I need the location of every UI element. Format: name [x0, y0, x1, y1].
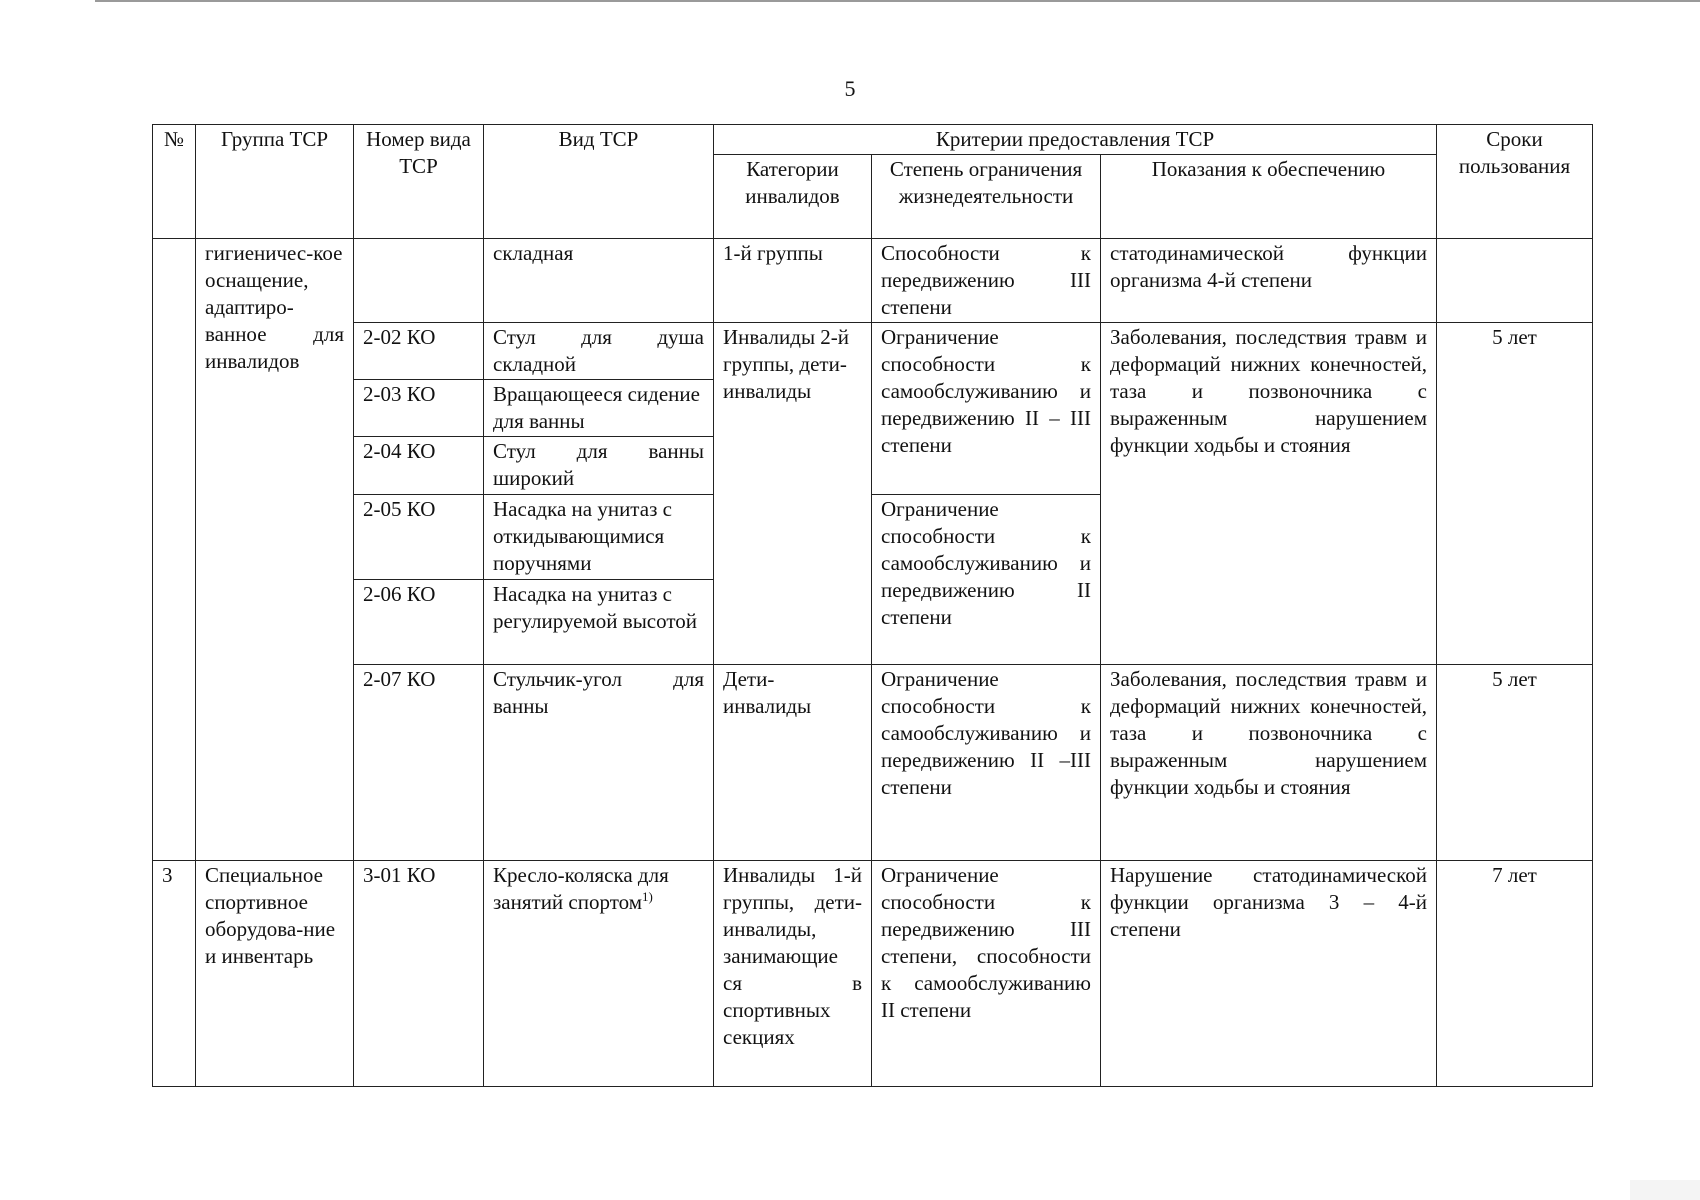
type-text: Кресло-коляска для занятий спортом	[493, 863, 669, 915]
type-number-cell	[354, 239, 484, 323]
type-cell: Насадка на унитаз с откидывающимися поручнями	[484, 494, 714, 579]
type-number-cell: 2-06 КО	[354, 579, 484, 664]
tsr-table	[152, 124, 1593, 1087]
table-row	[153, 664, 1593, 860]
header-criteria: Критерии предоставления ТСР	[714, 125, 1437, 155]
indication-cell: Заболевания, последствия травм и деформаций нижних конечностей, таза и позвоночника с выраженным нарушением функции ходьбы и стояния	[1101, 323, 1437, 665]
header-group: Группа ТСР	[196, 125, 354, 239]
table-row	[153, 861, 1593, 1087]
type-cell: Стул для ванны широкий	[484, 437, 714, 494]
header-no: №	[153, 125, 196, 239]
type-cell: Вращающееся сидение для ванны	[484, 380, 714, 437]
group-cell: гигиеничес-кое оснащение, адаптиро-ванное для инвалидов	[196, 239, 354, 861]
term-cell: 7 лет	[1437, 861, 1593, 1087]
type-number-cell: 2-04 КО	[354, 437, 484, 494]
degree-cell: Способности к передвижению III степени	[872, 239, 1101, 323]
type-cell: Насадка на унитаз с регулируемой высотой	[484, 579, 714, 664]
row-number-cell	[153, 239, 196, 861]
term-cell: 5 лет	[1437, 323, 1593, 665]
scan-edge-corner	[1630, 1180, 1700, 1200]
term-cell	[1437, 239, 1593, 323]
row-number-cell: 3	[153, 861, 196, 1087]
header-type: Вид ТСР	[484, 125, 714, 239]
category-cell: Инвалиды 2-й группы, дети-инвалиды	[714, 323, 872, 665]
table-row	[153, 323, 1593, 380]
table-row	[153, 239, 1593, 323]
type-number-cell: 3-01 КО	[354, 861, 484, 1087]
degree-cell: Ограничение способности к передвижению III степени, способности к самообслуживанию II степени	[872, 861, 1101, 1087]
indication-cell: статодинамической функции организма 4-й степени	[1101, 239, 1437, 323]
type-number-cell: 2-02 КО	[354, 323, 484, 380]
page-number: 5	[844, 76, 856, 101]
type-cell: Стульчик-угол для ванны	[484, 664, 714, 860]
term-cell: 5 лет	[1437, 664, 1593, 860]
category-cell: Дети-инвалиды	[714, 664, 872, 860]
indication-cell: Заболевания, последствия травм и деформаций нижних конечностей, таза и позвоночника с выраженным нарушением функции ходьбы и стояния	[1101, 664, 1437, 860]
scan-edge	[95, 0, 1700, 2]
type-cell	[484, 861, 714, 1087]
header-terms: Сроки пользования	[1437, 125, 1593, 239]
group-cell: Специальное спортивное оборудова-ние и инвентарь	[196, 861, 354, 1087]
degree-cell: Ограничение способности к самообслуживанию и передвижению II – III степени	[872, 323, 1101, 494]
type-cell: складная	[484, 239, 714, 323]
type-cell: Стул для душа складной	[484, 323, 714, 380]
header-type-number: Номер вида ТСР	[354, 125, 484, 239]
header-degree: Степень ограничения жизнедеятельности	[872, 155, 1101, 239]
type-number-cell: 2-03 КО	[354, 380, 484, 437]
category-cell: 1-й группы	[714, 239, 872, 323]
type-number-cell: 2-05 КО	[354, 494, 484, 579]
header-indications: Показания к обеспечению	[1101, 155, 1437, 239]
type-number-cell: 2-07 КО	[354, 664, 484, 860]
footnote-mark: 1)	[642, 889, 653, 905]
degree-cell: Ограничение способности к самообслуживанию и передвижению II степени	[872, 494, 1101, 664]
category-cell: Инвалиды 1-й группы, дети-инвалиды, занимающие ся в спортивных секциях	[714, 861, 872, 1087]
indication-cell: Нарушение статодинамической функции организма 3 – 4-й степени	[1101, 861, 1437, 1087]
degree-cell: Ограничение способности к самообслуживанию и передвижению II –III степени	[872, 664, 1101, 860]
header-categories: Категории инвалидов	[714, 155, 872, 239]
